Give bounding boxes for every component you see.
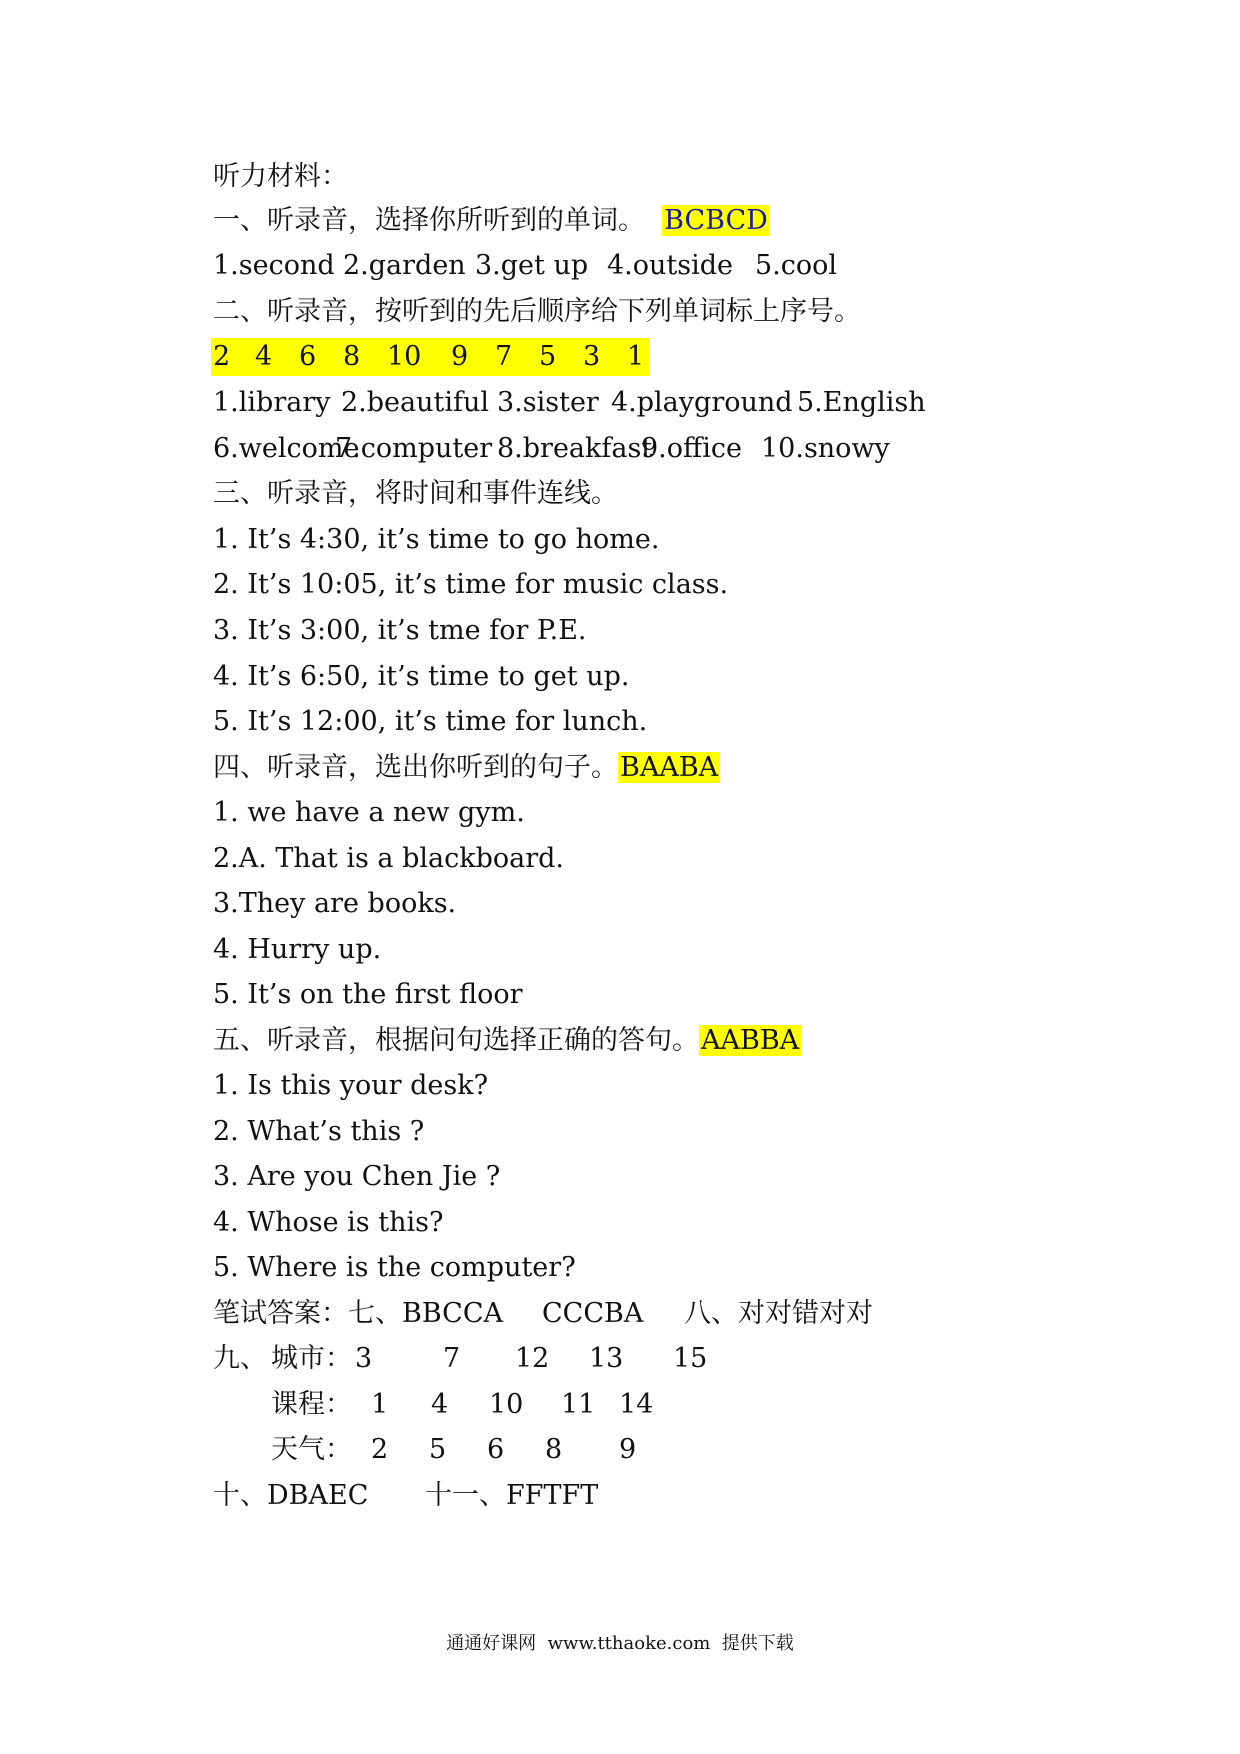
section-4-heading-line	[213, 749, 720, 787]
q9-number: 2	[371, 1434, 389, 1465]
q9-category: 城市：	[271, 1343, 352, 1374]
word-item: 4.playground	[611, 387, 793, 418]
section-1-heading: 一、听录音，选择你所听到的单词。	[213, 205, 645, 236]
section-3-item: 3. It’s 3:00, it’s tme for P.E.	[213, 615, 587, 646]
section-5-answer: AABBA	[701, 1025, 800, 1056]
q11-label: 十一、	[425, 1480, 506, 1511]
section-2-answers	[211, 338, 649, 376]
section-4-item: 5. It’s on the first floor	[213, 979, 523, 1010]
section-1-words	[213, 247, 837, 285]
answer-number: 6	[299, 341, 317, 372]
section-4-item: 2.A. That is a blackboard.	[213, 843, 565, 874]
word-item: 3.get up	[475, 250, 589, 281]
section-4-item: 3.They are books.	[213, 888, 457, 919]
q9-category: 课程：	[271, 1389, 352, 1420]
section-2-words-row-1	[213, 384, 926, 422]
answer-number: 2	[213, 341, 231, 372]
q10-answer: DBAEC	[267, 1480, 369, 1511]
footer-url[interactable]: www.tthaoke.com	[547, 1633, 711, 1654]
answer-number: 3	[583, 341, 601, 372]
word-item: 1.library	[213, 387, 331, 418]
section-2-words-row-2	[213, 430, 890, 468]
section-2-heading: 二、听录音，按听到的先后顺序给下列单词标上序号。	[213, 296, 861, 327]
word-item: 6.welcome	[213, 433, 360, 464]
answer-number: 5	[539, 341, 557, 372]
q9-number: 10	[489, 1389, 524, 1420]
word-item: 7.computer	[335, 433, 493, 464]
q9-number: 8	[545, 1434, 563, 1465]
q9-number: 1	[371, 1389, 389, 1420]
q7-label: 七、	[348, 1298, 402, 1329]
section-5-item: 2. What’s this ?	[213, 1116, 425, 1147]
section-3-item: 4. It’s 6:50, it’s time to get up.	[213, 661, 630, 692]
listening-title: 听力材料：	[213, 161, 348, 192]
word-item: 3.sister	[497, 387, 599, 418]
answer-number: 9	[451, 341, 469, 372]
section-3-heading: 三、听录音，将时间和事件连线。	[213, 478, 618, 509]
section-4-answer: BAABA	[620, 752, 719, 783]
section-3-item: 5. It’s 12:00, it’s time for lunch.	[213, 706, 648, 737]
footer-suffix: 提供下载	[721, 1633, 794, 1654]
q11-answer: FFTFT	[506, 1480, 599, 1511]
q9-number: 3	[355, 1343, 373, 1374]
q9-category: 天气：	[271, 1434, 352, 1465]
q9-number: 6	[487, 1434, 505, 1465]
section-5-item: 3. Are you Chen Jie ?	[213, 1161, 501, 1192]
q9-number: 4	[431, 1389, 449, 1420]
q7-answer-b: CCCBA	[542, 1298, 644, 1329]
q10-q11-line	[213, 1477, 598, 1515]
q8-answer: 对对错对对	[738, 1298, 873, 1329]
section-5-item: 4. Whose is this?	[213, 1207, 444, 1238]
footer	[0, 1632, 1240, 1656]
section-5-item: 5. Where is the computer?	[213, 1252, 576, 1283]
word-item: 1.second	[213, 250, 335, 281]
answer-number: 4	[255, 341, 273, 372]
answer-number: 10	[387, 341, 422, 372]
section-3-item: 2. It’s 10:05, it’s time for music class.	[213, 569, 729, 600]
written-answers-line	[213, 1295, 873, 1333]
word-item: 2.beautiful	[341, 387, 490, 418]
section-5-heading: 五、听录音，根据问句选择正确的答句。	[213, 1025, 699, 1056]
word-item: 10.snowy	[761, 433, 890, 464]
section-1-answer: BCBCD	[664, 205, 768, 236]
q9-row-city	[213, 1340, 707, 1378]
word-item: 5.English	[797, 387, 926, 418]
word-item: 2.garden	[343, 250, 466, 281]
q9-number: 5	[429, 1434, 447, 1465]
q9-number: 7	[443, 1343, 461, 1374]
q9-label: 九、	[213, 1343, 267, 1374]
q10-label: 十、	[213, 1480, 267, 1511]
q9-row-course	[213, 1386, 653, 1424]
word-item: 5.cool	[755, 250, 838, 281]
q7-answer-a: BBCCA	[402, 1298, 503, 1329]
section-4-item: 4. Hurry up.	[213, 934, 382, 965]
section-3-item: 1. It’s 4:30, it’s time to go home.	[213, 524, 660, 555]
written-label: 笔试答案：	[213, 1298, 348, 1329]
footer-site-name: 通通好课网	[446, 1633, 537, 1654]
answer-number: 7	[495, 341, 513, 372]
q8-label: 八、	[684, 1298, 738, 1329]
section-5-item: 1. Is this your desk?	[213, 1070, 489, 1101]
word-item: 4.outside	[607, 250, 734, 281]
section-5-heading-line	[213, 1022, 801, 1060]
q9-number: 12	[515, 1343, 550, 1374]
q9-number: 13	[589, 1343, 624, 1374]
answer-number: 1	[627, 341, 645, 372]
word-item: 9.office	[641, 433, 742, 464]
answer-number: 8	[343, 341, 361, 372]
q9-row-weather	[213, 1431, 636, 1469]
section-4-heading: 四、听录音，选出你听到的句子。	[213, 752, 618, 783]
section-4-item: 1. we have a new gym.	[213, 797, 525, 828]
word-item: 8.breakfast	[497, 433, 653, 464]
q9-number: 11	[561, 1389, 596, 1420]
q9-number: 15	[673, 1343, 708, 1374]
q9-number: 9	[619, 1434, 637, 1465]
q9-number: 14	[619, 1389, 654, 1420]
section-1-heading-line	[213, 202, 770, 240]
